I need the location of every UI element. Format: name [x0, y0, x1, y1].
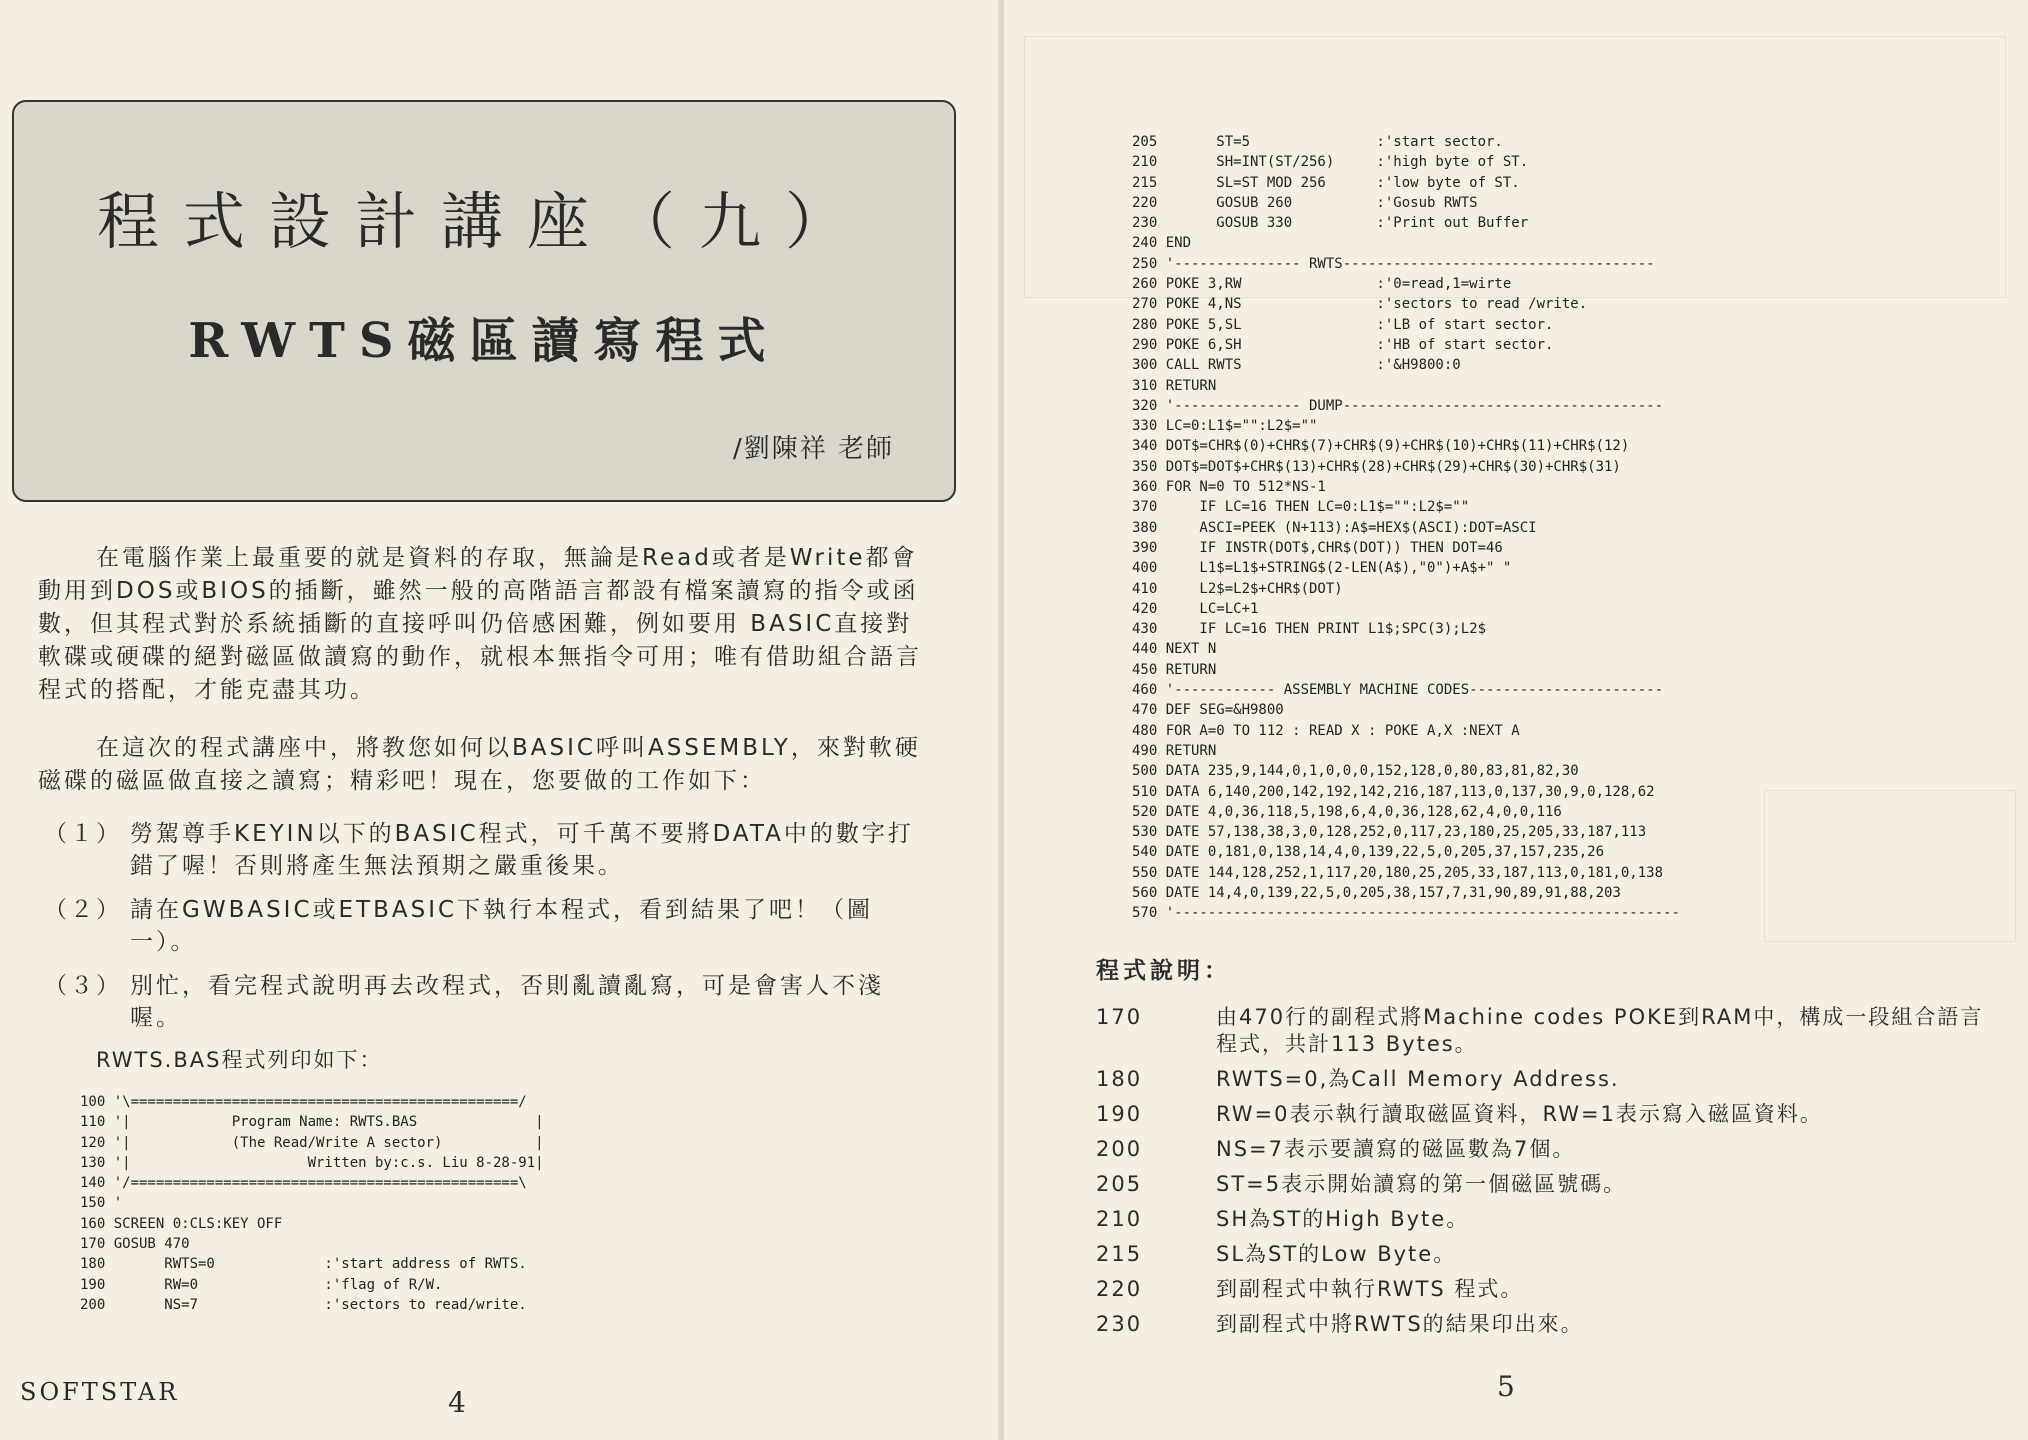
code-listing-part2: 205 ST=5 :'start sector. 210 SH=INT(ST/256) :'high byte of ST. 215 SL=ST MOD 256 :'low byte of ST. 220 GOSUB 260 :'Gosub RWTS 230 GOSUB 330 :'Print out Buffer 240 END 250 '--------------- RWTS------------------------------------- 260 POKE 3,RW :'0=read,1=wirte 270 POKE 4,NS :'sectors to read /write. 280 POKE 5,SL :'LB of start sector. 290 POKE 6,SH :'HB of start sector. 300 CALL RWTS :'&H9800:0 310 RETURN 320 '--------------- DUMP-------------------------------------- 330 LC=0:L1$="":L2$="" 340 DOT$=CHR$(0)+CHR$(7)+CHR$(9)+CHR$(10)+CHR$(11)+CHR$(12) 350 DOT$=DOT$+CHR$(13)+CHR$(28)+CHR$(29)+CHR$(30)+CHR$(31) 360 FOR N=0 TO 512*NS-1 370 IF LC=16 THEN LC=0:L1$="":L2$="" 380 ASCI=PEEK (N+113):A$=HEX$(ASCI):DOT=ASCI 390 IF INSTR(DOT$,CHR$(DOT)) THEN DOT=46 400 L1$=L1$+STRING$(2-LEN(A$),"0")+A$+" " 410 L2$=L2$+CHR$(DOT) 420 LC=LC+1 430 IF LC=16 THEN PRINT L1$;SPC(3);L2$ 440 NEXT N 450 RETURN 460 '------------ ASSEMBLY MACHINE CODES----------------------- 470 DEF SEG=&H9800 480 FOR A=0 TO 112 : READ X : POKE A,X :NEXT A 490 RETURN 500 DATA 235,9,144,0,1,0,0,0,152,128,0,80,83,81,82,30 510 DATA 6,140,200,142,192,142,216,187,113,0,137,30,9,0,128,62 520 DATE 4,0,36,118,5,198,6,4,0,36,128,62,4,0,0,116 530 DATE 57,138,38,3,0,128,252,0,117,23,180,25,205,33,187,113 540 DATE 0,181,0,138,14,4,0,139,22,5,0,205,37,157,235,26 550 DATE 144,128,252,1,117,20,180,25,205,33,187,113,0,181,0,138 560 DATE 14,4,0,139,22,5,0,205,38,157,7,31,90,89,91,88,203 570 '------------------------------------------------------------ [1132, 134, 1680, 922]
list-item [44, 970, 934, 1034]
explanation-list [1096, 1004, 1996, 1346]
line-number: 200 [1096, 1137, 1143, 1161]
code-listing-part1: 100 '\==============================================/ 110 '| Program Name: RWTS.BAS | 120 '| (The Read/Write A sector) | 130 '| Written by:c.s. Liu 8-28-91| 140 '/==============================================\ 150 ' 160 SCREEN 0:CLS:KEY OFF 170 GOSUB 470 180 RWTS=0 :'start address of RWTS. 190 RW=0 :'flag of R/W. 200 NS=7 :'sectors to read/write. [80, 1094, 544, 1313]
list-item [44, 818, 934, 882]
listing-caption: RWTS.BAS程式列印如下： [96, 1048, 383, 1072]
list-item [1096, 1171, 1996, 1198]
list-item [1096, 1066, 1996, 1093]
explanation-text: SH為ST的High Byte。 [1216, 1207, 1470, 1231]
line-number: 230 [1096, 1312, 1143, 1336]
line-number: 170 [1096, 1005, 1143, 1029]
article-subtitle: RWTS磁區讀寫程式 [188, 313, 780, 369]
line-number: 190 [1096, 1102, 1143, 1126]
list-item [44, 894, 934, 958]
left-page [0, 0, 1000, 1440]
steps-list [44, 818, 934, 1046]
intro-paragraph: 在電腦作業上最重要的就是資料的存取，無論是Read或者是Write都會動用到DOS或BIOS的插斷，雖然一般的高階語言都設有檔案讀寫的指令或函數，但其程式對於系統插斷的直接呼叫仍倍感困難，例如要用 BASIC直接對軟碟或硬碟的絕對磁區做讀寫的動作，就根本無指令可用；唯有借助組合語言程式的搭配，才能克盡其功。 [38, 545, 922, 703]
page-number-right: 5 [1497, 1370, 1515, 1403]
explanation-text: RWTS=0,為Call Memory Address. [1216, 1067, 1620, 1091]
step-text: 別忙，看完程式說明再去改程式，否則亂讀亂寫，可是會害人不淺喔。 [130, 973, 884, 1031]
explanation-text: 到副程式中執行RWTS 程式。 [1216, 1277, 1524, 1301]
step-number: （３） [44, 973, 122, 999]
explanation-text: RW=0表示執行讀取磁區資料，RW=1表示寫入磁區資料。 [1216, 1102, 1823, 1126]
step-text: 勞駕尊手KEYIN以下的BASIC程式，可千萬不要將DATA中的數字打錯了喔！否則將產生無法預期之嚴重後果。 [130, 821, 914, 879]
explanation-text: 由470行的副程式將Machine codes POKE到RAM中，構成一段組合語言程式，共計113 Bytes。 [1216, 1005, 1984, 1056]
list-item [1096, 1276, 1996, 1303]
step-text: 請在GWBASIC或ETBASIC下執行本程式，看到結果了吧！（圖一）。 [130, 897, 874, 955]
explanation-text: 到副程式中將RWTS的結果印出來。 [1216, 1312, 1584, 1336]
list-item [1096, 1004, 1996, 1058]
line-number: 210 [1096, 1207, 1143, 1231]
step-number: （２） [44, 897, 122, 923]
second-paragraph: 在這次的程式講座中，將教您如何以BASIC呼叫ASSEMBLY，來對軟硬磁碟的磁區做直接之讀寫；精彩吧！現在，您要做的工作如下： [38, 735, 921, 794]
line-number: 180 [1096, 1067, 1143, 1091]
line-number: 215 [1096, 1242, 1143, 1266]
explanation-heading: 程式說明： [1096, 958, 1231, 984]
line-number: 220 [1096, 1277, 1143, 1301]
explanation-text: NS=7表示要讀寫的磁區數為7個。 [1216, 1137, 1576, 1161]
list-item [1096, 1241, 1996, 1268]
author-line: /劉陳祥 老師 [732, 434, 894, 464]
list-item [1096, 1101, 1996, 1128]
line-number: 205 [1096, 1172, 1143, 1196]
list-item [1096, 1206, 1996, 1233]
title-box [12, 100, 956, 502]
list-item [1096, 1311, 1996, 1338]
explanation-text: ST=5表示開始讀寫的第一個磁區號碼。 [1216, 1172, 1627, 1196]
show-through-shadow [1764, 790, 2016, 942]
article-title: 程式設計講座（九） [96, 185, 871, 258]
step-number: （１） [44, 821, 122, 847]
list-item [1096, 1136, 1996, 1163]
footer-brand: SOFTSTAR [20, 1378, 180, 1406]
page-number-left: 4 [448, 1386, 466, 1419]
explanation-text: SL為ST的Low Byte。 [1216, 1242, 1457, 1266]
